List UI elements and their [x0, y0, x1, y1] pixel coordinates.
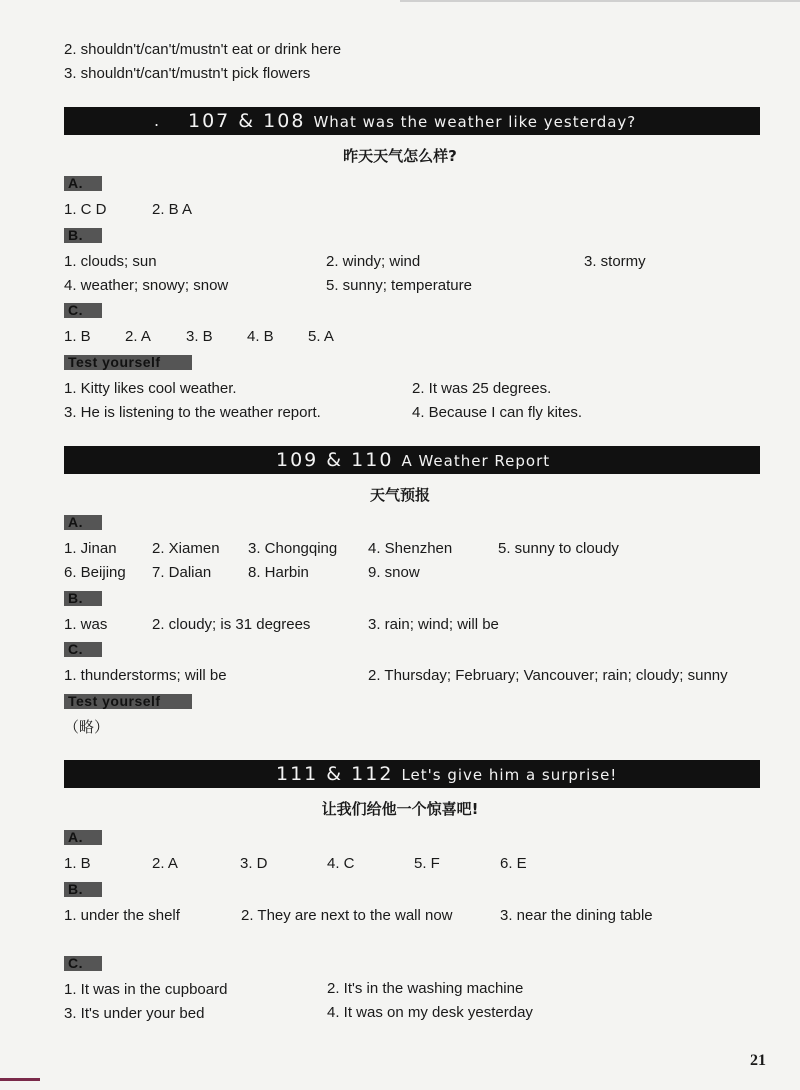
part-label-b: B. — [64, 591, 102, 606]
part-label-test-yourself: Test yourself — [64, 355, 192, 370]
answer: 4. Because I can fly kites. — [412, 404, 583, 421]
section-header-107-108 — [64, 107, 760, 135]
intro-line-2: 2. shouldn't/can't/mustn't eat or drink here — [64, 41, 342, 58]
section-title: A Weather Report — [401, 452, 551, 470]
answer: 1. B — [64, 328, 91, 345]
answer: 3. He is listening to the weather report. — [64, 404, 321, 421]
page-number: 21 — [750, 1052, 766, 1069]
part-label-b: B. — [64, 228, 102, 243]
answer: 3. stormy — [584, 253, 646, 270]
answer: 2. B A — [152, 201, 193, 218]
answer: 6. E — [500, 855, 527, 872]
part-label-c: C. — [64, 303, 102, 318]
answer: 8. Harbin — [248, 564, 309, 581]
part-label-b: B. — [64, 882, 102, 897]
answer: 5. F — [414, 855, 440, 872]
answer: 3. rain; wind; will be — [368, 616, 499, 633]
part-label-c: C. — [64, 956, 102, 971]
section-bullet: . — [154, 111, 161, 130]
section-subtitle: 让我们给他一个惊喜吧! — [321, 800, 479, 818]
answer: 4. weather; snowy; snow — [64, 277, 229, 294]
answer: 1. Jinan — [64, 540, 117, 557]
answer: 1. thunderstorms; will be — [64, 667, 227, 684]
intro-line-3: 3. shouldn't/can't/mustn't pick flowers — [64, 65, 311, 82]
answer: 2. It's in the washing machine — [327, 980, 524, 997]
answer: 2. A — [125, 328, 151, 345]
page-edge-decoration — [400, 0, 800, 2]
answer-omitted: （略） — [64, 719, 110, 736]
answer: 6. Beijing — [64, 564, 126, 581]
answer: 5. sunny to cloudy — [498, 540, 619, 557]
section-number: 107 & 108 — [188, 110, 306, 132]
answer: 1. was — [64, 616, 108, 633]
answer: 2. It was 25 degrees. — [412, 380, 552, 397]
page-edge-decoration — [0, 1078, 40, 1081]
section-header-109-110 — [64, 446, 760, 474]
answer: 3. It's under your bed — [64, 1005, 205, 1022]
answer: 3. near the dining table — [500, 907, 653, 924]
part-label-a: A. — [64, 515, 102, 530]
answer: 4. Shenzhen — [368, 540, 453, 557]
answer: 2. cloudy; is 31 degrees — [152, 616, 311, 633]
answer: 2. They are next to the wall now — [241, 907, 453, 924]
part-label-c: C. — [64, 642, 102, 657]
section-header-111-112 — [64, 760, 760, 788]
answer: 5. sunny; temperature — [326, 277, 472, 294]
section-title: Let's give him a surprise! — [401, 766, 618, 784]
answer: 2. A — [152, 855, 178, 872]
answer: 1. Kitty likes cool weather. — [64, 380, 237, 397]
part-label-test-yourself: Test yourself — [64, 694, 192, 709]
section-number: 109 & 110 — [276, 449, 394, 471]
answer: 5. A — [308, 328, 334, 345]
section-subtitle: 天气预报 — [369, 486, 430, 504]
answer: 2. windy; wind — [326, 253, 421, 270]
section-title: What was the weather like yesterday? — [313, 113, 637, 131]
answer: 9. snow — [368, 564, 420, 581]
answer: 1. clouds; sun — [64, 253, 157, 270]
part-label-a: A. — [64, 830, 102, 845]
answer: 2. Xiamen — [152, 540, 220, 557]
answer: 1. under the shelf — [64, 907, 180, 924]
answer: 2. Thursday; February; Vancouver; rain; cloudy; sunny — [368, 667, 728, 684]
answer: 3. D — [240, 855, 268, 872]
answer: 4. C — [327, 855, 355, 872]
answer: 1. It was in the cupboard — [64, 981, 228, 998]
answer: 4. B — [247, 328, 274, 345]
answer: 7. Dalian — [152, 564, 212, 581]
part-label-a: A. — [64, 176, 102, 191]
answer: 3. Chongqing — [248, 540, 338, 557]
answer: 1. C D — [64, 201, 107, 218]
answer: 3. B — [186, 328, 213, 345]
answer: 4. It was on my desk yesterday — [327, 1004, 533, 1021]
answer: 1. B — [64, 855, 91, 872]
section-subtitle: 昨天天气怎么样? — [343, 147, 457, 165]
section-number: 111 & 112 — [276, 763, 394, 785]
